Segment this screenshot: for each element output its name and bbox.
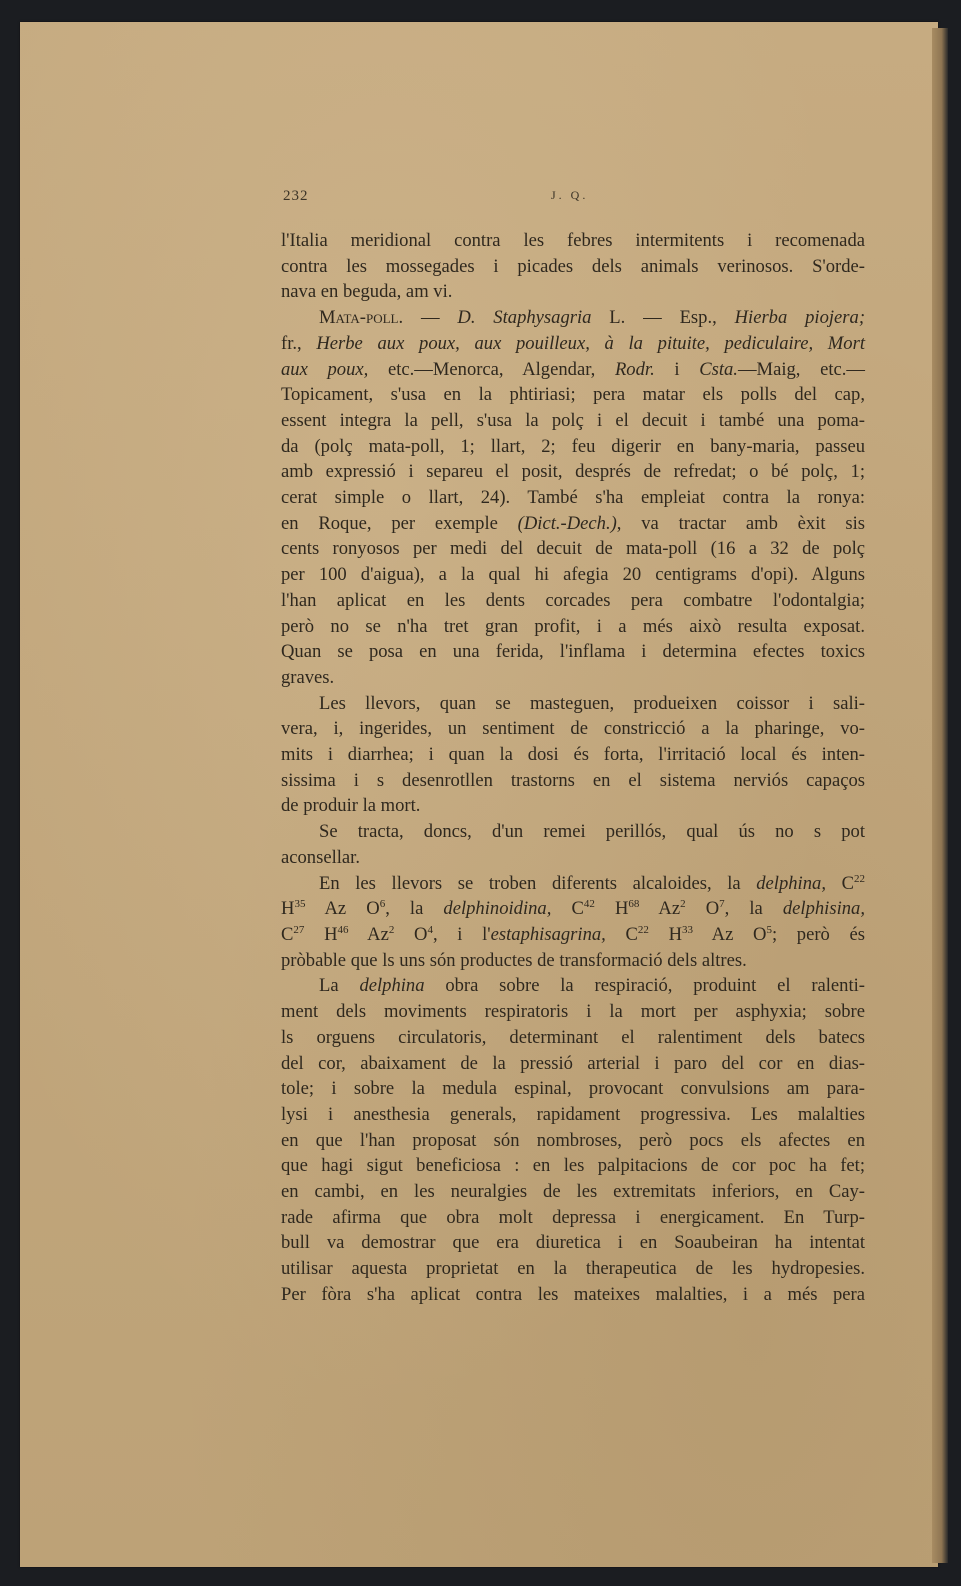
text-line: Se tracta, doncs, d'un remei perillós, qual ús no s pot	[319, 821, 865, 843]
text-line: ment dels moviments respiratoris i la mort per asphyxia; sobre	[281, 1001, 865, 1023]
text-line: essent integra la pell, s'usa la polç i el decuit i també una poma-	[281, 409, 865, 431]
text-line: cerat simple o llart, 24). També s'ha empleiat contra la ronya:	[281, 487, 865, 509]
text-line: tole; i sobre la medula espinal, provocant convulsions am para-	[281, 1078, 865, 1100]
text-line: En les llevors se troben diferents alcaloides, la delphina, $C^{22}$	[319, 872, 865, 894]
text-line: graves.	[281, 666, 335, 688]
text-line: aconsellar.	[281, 846, 360, 868]
body-text	[281, 228, 865, 1308]
text-line: però no se n'ha tret gran profit, i a més això resulta exposat.	[281, 615, 865, 637]
page-number: 232	[283, 188, 309, 204]
text-line: $C^{27}$ $H^{46}$ Az$^2$ $O^4$, i l'estaphisagrina, $C^{22}$ $H^{33}$ Az $O^5$; però és	[281, 923, 865, 945]
text-line: en cambi, en les neuralgies de les extremitats inferiors, en Cay-	[281, 1181, 865, 1203]
page-edge	[932, 28, 948, 1563]
text-line: aux poux, etc.—Menorca, Algendar, Rodr. i Csta.—Maig, etc.—	[281, 358, 865, 380]
text-line: vera, i, ingerides, un sentiment de constricció a la pharinge, vo-	[281, 718, 865, 740]
text-line: de produir la mort.	[281, 795, 421, 817]
text-line: nava en beguda, am vi.	[281, 281, 453, 303]
text-line: l'Italia meridional contra les febres intermitents i recomenada	[281, 230, 865, 251]
text-line: bull va demostrar que era diuretica i en Soaubeiran ha intentat	[281, 1232, 865, 1254]
text-line: mits i diarrhea; i quan la dosi és forta, l'irritació local és inten-	[281, 744, 865, 766]
text-line: pròbable que ls uns són productes de transformació dels altres.	[281, 949, 747, 971]
text-line: en que l'han proposat són nombroses, però pocs els afectes en	[281, 1129, 865, 1151]
text-line: contra les mossegades i picades dels animals verinosos. S'orde-	[281, 255, 865, 277]
text-line: Quan se posa en una ferida, l'inflama i determina efectes toxics	[281, 641, 865, 663]
text-line: $H^{35}$ Az $O^6$, la delphinoidina, $C^{42}$ $H^{68}$ Az$^2$ $O^7$, la delphisina,	[281, 898, 865, 920]
text-line: l'han aplicat en les dents corcades pera combatre l'odontalgia;	[281, 589, 865, 611]
text-line: Les llevors, quan se masteguen, produeixen coissor i sali-	[319, 692, 865, 714]
text-line: en Roque, per exemple (Dict.-Dech.), va tractar amb èxit sis	[281, 512, 865, 534]
text-line: lysi i anesthesia generals, rapidament progressiva. Les malalties	[281, 1103, 865, 1125]
text-line: Per fòra s'ha aplicat contra les mateixes malalties, i a més pera	[281, 1283, 865, 1305]
entry-term: Mata-poll.	[319, 307, 404, 329]
text-line: utilisar aquesta proprietat en la therapeutica de les hydropesies.	[281, 1258, 865, 1280]
text-line: amb expressió i separeu el posit, després de refredat; o bé polç, 1;	[281, 461, 865, 483]
text-line: fr., Herbe aux poux, aux pouilleux, à la pituite, pediculaire, Mort	[281, 332, 865, 354]
text-line-entry-heading: Mata-poll. — D. Staphysagria L. — Esp., Hierba piojera;	[319, 307, 866, 329]
text-line: rade afirma que obra molt depressa i energicament. En Turp-	[281, 1206, 865, 1228]
running-head: J. Q.	[551, 188, 589, 202]
text-line: La delphina obra sobre la respiració, produint el ralenti-	[319, 975, 865, 997]
text-line: del cor, abaixament de la pressió arterial i paro del cor en dias-	[281, 1052, 865, 1074]
text-line: da (polç mata-poll, 1; llart, 2; feu digerir en bany-maria, passeu	[281, 435, 865, 457]
page-header	[283, 188, 863, 210]
text-line: sissima i s desenrotllen trastorns en el sistema nerviós capaços	[281, 769, 865, 791]
text-line: per 100 d'aigua), a la qual hi afegia 20 centigrams d'opi). Alguns	[281, 564, 865, 586]
text-line: cents ronyosos per medi del decuit de mata-poll (16 a 32 de polç	[281, 538, 865, 560]
text-line: que hagi sigut beneficiosa : en les palpitacions de cor poc ha fet;	[281, 1155, 865, 1177]
text-line: ls orguens circulatoris, determinant el ralentiment dels batecs	[281, 1026, 865, 1048]
text-line: Topicament, s'usa en la phtiriasi; pera matar els polls del cap,	[281, 384, 865, 406]
